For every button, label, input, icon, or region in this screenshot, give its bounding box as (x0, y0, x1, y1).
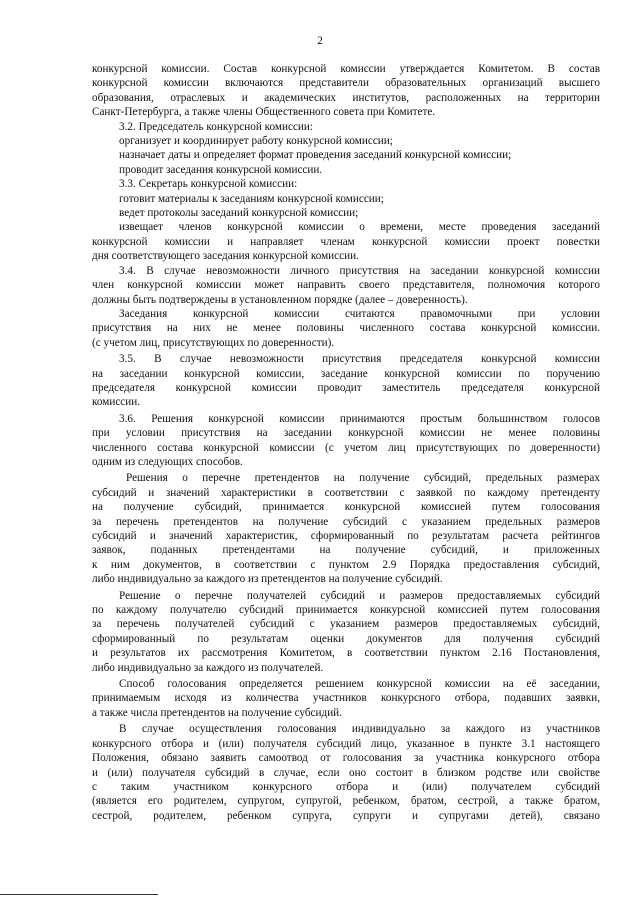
text-line: с таким участником конкурсного отбора и (или) получателем субсидий (92, 780, 600, 793)
text-line: готовит материалы к заседаниям конкурсной комиссии; (119, 192, 384, 205)
text-line: к ним документов, в соответствии с пунктом 2.9 Порядка предоставления субсидий, (92, 558, 600, 571)
text-line: 3.5. В случае невозможности присутствия председателя конкурсной комиссии (119, 353, 600, 366)
text-line: за перечень получателей субсидий с указанием размеров предоставляемых субсидий, (92, 618, 600, 631)
text-line: 3.4. В случае невозможности личного присутствия на заседании конкурсной комиссии (119, 264, 600, 277)
section-heading: 3.2. Председатель конкурсной комиссии: (119, 120, 313, 133)
text-line: на получение субсидий, принимается конкурсной комиссией путем голосования (92, 501, 600, 514)
text-line: сформированный по результатам оценки документов для получения субсидий (92, 632, 600, 645)
text-line: конкурсной комиссии. Состав конкурсной комиссии утверждается Комитетом. В состав (92, 63, 600, 75)
text-line: заявок, поданных претендентами на получение субсидий, и приложенных (92, 544, 600, 557)
body-text (92, 62, 600, 823)
text-line: по каждому получателю субсидий принимается конкурсной комиссией путем голосования (92, 604, 600, 617)
text-line: численного состава конкурсной комиссии (с учетом лиц присутствующих по доверенности) (92, 441, 600, 454)
text-line: Заседания конкурсной комиссии считаются правомочными при условии (119, 307, 600, 320)
text-line: Санкт-Петербурга, а также члены Общественного совета при Комитете. (92, 106, 436, 119)
text-line: В случае осуществления голосования индивидуально за каждого из участников (119, 723, 600, 736)
text-line: комиссии. (92, 396, 141, 409)
text-line: ведет протоколы заседаний конкурсной комиссии; (119, 207, 359, 220)
text-line: одним из следующих способов. (92, 455, 243, 468)
text-line: и результатов их рассмотрения Комитетом, в соответствии пунктом 2.16 Постановления, (92, 647, 600, 660)
text-line: организует и координирует работу конкурсной комиссии; (119, 135, 393, 148)
text-line: за перечень претендентов на получение субсидий с указанием предельных размеров (92, 515, 600, 528)
text-line: на заседании конкурсной комиссии, заседание конкурсной комиссии по поручению (92, 367, 600, 380)
text-line: конкурсной комиссии включаются представители образовательных организаций высшего (92, 77, 600, 90)
text-line: конкурсного отбора и (или) получателя субсидий лицо, указанное в пункте 3.1 настоящего (92, 737, 600, 750)
text-line: должны быть подтверждены в установленном порядке (далее – доверенность). (92, 293, 468, 306)
text-line: либо индивидуально за каждого из претендентов на получение субсидий. (92, 573, 443, 586)
text-line: назначает даты и определяет формат проведения заседаний конкурсной комиссии; (119, 149, 512, 162)
text-line: Решение о перечне получателей субсидий и размеров предоставляемых субсидий (119, 589, 600, 602)
text-line: Положения, обязано заявить самоотвод от голосования за участника конкурсного отбора (92, 752, 600, 765)
text-line: Решения о перечне претендентов на получение субсидий, предельных размерах (126, 472, 600, 485)
text-line: 3.6. Решения конкурсной комиссии принимаются простым большинством голосов (119, 412, 600, 425)
text-line: либо индивидуально за каждого из получателей. (92, 661, 324, 674)
text-line: сестрой, родителем, ребенком супруга, супруги и супругами детей), связано (92, 809, 600, 822)
text-line: извещает членов конкурсной комиссии о времени, месте проведения заседаний (119, 221, 600, 234)
text-line: а также числа претендентов на получение субсидий. (92, 706, 342, 719)
text-line: и (или) получателя субсидий в случае, если оно состоит в близком родстве или свойстве (92, 766, 600, 779)
text-line: образования, отраслевых и академических институтов, расположенных на территории (92, 91, 600, 104)
text-line: конкурсной комиссии и направляет членам конкурсной комиссии проект повестки (92, 235, 600, 248)
text-line: принимаемым исходя из количества участников конкурсного отбора, подавших заявки, (92, 692, 600, 705)
text-line: дня соответствующего заседания конкурсной комиссии. (92, 250, 359, 263)
section-heading: 3.3. Секретарь конкурсной комиссии: (119, 178, 298, 191)
text-line: субсидий и значений характеристики в соответствии с заявкой по каждому претенденту (92, 486, 600, 499)
page-number: 2 (317, 35, 323, 47)
footer-rule (0, 894, 158, 895)
text-line: субсидий и значений характеристик, сформированный по результатам расчета рейтингов (92, 530, 600, 542)
text-line: член конкурсной комиссии может направить своего представителя, полномочия которого (92, 279, 600, 292)
text-line: (с учетом лиц, присутствующих по доверенности). (92, 336, 335, 349)
text-line: Способ голосования определяется решением конкурсной комиссии на её заседании, (119, 678, 600, 691)
text-line: (является его родителем, супругом, супругой, ребенком, братом, сестрой, а также братом, (92, 795, 600, 808)
text-line: присутствия на них не менее половины численного состава конкурсной комиссии. (92, 322, 600, 335)
text-line: при условии присутствия на заседании конкурсной комиссии не менее половины (92, 427, 600, 440)
text-line: председателя конкурсной комиссии проводит заместитель председателя конкурсной (92, 381, 600, 394)
text-line: проводит заседания конкурсной комиссии. (119, 163, 323, 176)
